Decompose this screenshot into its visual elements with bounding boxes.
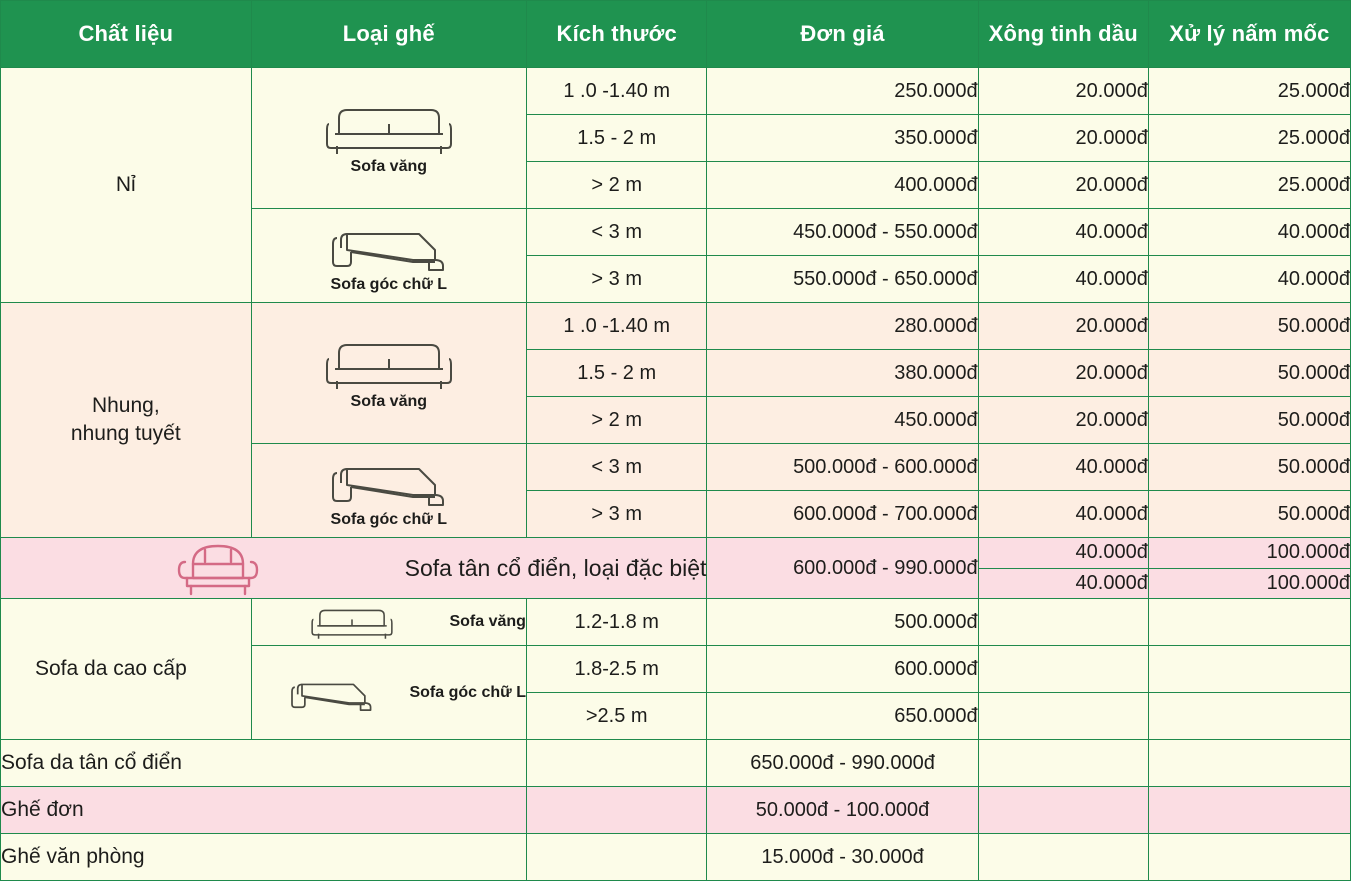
price-value: 600.000đ	[707, 646, 978, 693]
oil-value	[978, 787, 1148, 834]
sofa-corner-icon	[284, 673, 380, 713]
oil-value: 40.000đ	[978, 568, 1148, 599]
price-value: 350.000đ	[707, 115, 978, 162]
price-value: 500.000đ	[707, 599, 978, 646]
table-row	[1, 538, 1351, 569]
size-value: > 2 m	[526, 162, 706, 209]
table-row	[1, 599, 1351, 646]
mold-value: 50.000đ	[1148, 444, 1350, 491]
oil-value: 20.000đ	[978, 68, 1148, 115]
material-line-2: nhung tuyết	[70, 422, 181, 445]
oil-value	[978, 740, 1148, 787]
chair-type-label: Sofa văng	[350, 158, 428, 175]
header-essential-oil: Xông tinh dầu	[978, 1, 1148, 68]
chair-type-sofa-vang-da	[251, 599, 526, 646]
oil-value: 40.000đ	[978, 491, 1148, 538]
mold-value	[1148, 787, 1350, 834]
header-size: Kích thước	[526, 1, 706, 68]
table-row	[1, 740, 1351, 787]
special-label: Sofa tân cổ điển, loại đặc biệt	[404, 554, 707, 581]
footer-label: Sofa da tân cổ điển	[1, 740, 527, 787]
size-value	[526, 787, 706, 834]
size-value: 1 .0 -1.40 m	[526, 68, 706, 115]
price-value: 15.000đ - 30.000đ	[707, 834, 978, 881]
sofa-straight-icon	[304, 604, 400, 640]
size-value: > 2 m	[526, 397, 706, 444]
oil-value: 40.000đ	[978, 256, 1148, 303]
mold-value: 25.000đ	[1148, 162, 1350, 209]
chair-type-label: Sofa góc chữ L	[409, 683, 526, 701]
oil-value: 40.000đ	[978, 538, 1148, 569]
header-mold-treatment: Xử lý nấm mốc	[1148, 1, 1350, 68]
oil-value	[978, 834, 1148, 881]
mold-value: 40.000đ	[1148, 209, 1350, 256]
table-row	[1, 787, 1351, 834]
oil-value: 20.000đ	[978, 303, 1148, 350]
mold-value: 50.000đ	[1148, 303, 1350, 350]
material-sofa-da-cao-cap: Sofa da cao cấp	[1, 599, 252, 740]
oil-value: 20.000đ	[978, 350, 1148, 397]
price-value: 500.000đ - 600.000đ	[707, 444, 978, 491]
size-value	[526, 740, 706, 787]
mold-value	[1148, 599, 1350, 646]
special-price: 600.000đ - 990.000đ	[707, 538, 978, 599]
sofa-straight-icon	[252, 100, 526, 156]
oil-value	[978, 599, 1148, 646]
mold-value: 50.000đ	[1148, 350, 1350, 397]
price-value: 250.000đ	[707, 68, 978, 115]
oil-value: 40.000đ	[978, 209, 1148, 256]
chair-type-sofa-vang-nhung	[251, 303, 526, 444]
price-value: 380.000đ	[707, 350, 978, 397]
oil-value: 20.000đ	[978, 115, 1148, 162]
size-value: < 3 m	[526, 209, 706, 256]
chair-type-label: Sofa văng	[449, 613, 526, 630]
size-value: 1.5 - 2 m	[526, 115, 706, 162]
table-row	[1, 834, 1351, 881]
sofa-corner-icon	[252, 218, 526, 274]
chair-type-sofa-goc-nhung	[251, 444, 526, 538]
chair-type-label: Sofa góc chữ L	[330, 510, 448, 528]
price-value: 650.000đ - 990.000đ	[707, 740, 978, 787]
table-row	[1, 303, 1351, 350]
sofa-corner-icon	[252, 453, 526, 509]
price-value: 280.000đ	[707, 303, 978, 350]
price-value: 550.000đ - 650.000đ	[707, 256, 978, 303]
sofa-straight-icon	[252, 335, 526, 391]
table-header-row	[1, 1, 1351, 68]
mold-value: 50.000đ	[1148, 397, 1350, 444]
oil-value	[978, 646, 1148, 693]
size-value: 1 .0 -1.40 m	[526, 303, 706, 350]
mold-value: 40.000đ	[1148, 256, 1350, 303]
size-value: < 3 m	[526, 444, 706, 491]
special-label-cell	[1, 538, 707, 599]
chair-type-label: Sofa góc chữ L	[330, 275, 448, 293]
price-value: 400.000đ	[707, 162, 978, 209]
footer-label: Ghế đơn	[1, 787, 527, 834]
mold-value: 25.000đ	[1148, 115, 1350, 162]
size-value: 1.8-2.5 m	[526, 646, 706, 693]
table-row	[1, 68, 1351, 115]
oil-value: 20.000đ	[978, 397, 1148, 444]
size-value: 1.2-1.8 m	[526, 599, 706, 646]
mold-value	[1148, 740, 1350, 787]
mold-value	[1148, 693, 1350, 740]
material-ni: Nỉ	[1, 68, 252, 303]
oil-value: 40.000đ	[978, 444, 1148, 491]
price-value: 650.000đ	[707, 693, 978, 740]
oil-value: 20.000đ	[978, 162, 1148, 209]
mold-value: 50.000đ	[1148, 491, 1350, 538]
size-value: >2.5 m	[526, 693, 706, 740]
price-value: 450.000đ - 550.000đ	[707, 209, 978, 256]
chair-type-sofa-goc-da	[251, 646, 526, 740]
chair-type-label: Sofa văng	[350, 393, 428, 410]
footer-label: Ghế văn phòng	[1, 834, 527, 881]
size-value: > 3 m	[526, 491, 706, 538]
material-line-1: Nhung,	[91, 393, 160, 417]
price-value: 50.000đ - 100.000đ	[707, 787, 978, 834]
chair-type-sofa-goc-ni	[251, 209, 526, 303]
mold-value: 100.000đ	[1148, 538, 1350, 569]
material-nhung	[1, 303, 252, 538]
mold-value: 100.000đ	[1148, 568, 1350, 599]
header-unit-price: Đơn giá	[707, 1, 978, 68]
chair-type-sofa-vang-ni	[251, 68, 526, 209]
mold-value	[1148, 834, 1350, 881]
size-value: > 3 m	[526, 256, 706, 303]
size-value	[526, 834, 706, 881]
price-value: 450.000đ	[707, 397, 978, 444]
oil-value	[978, 693, 1148, 740]
armchair-classic-icon	[175, 538, 261, 598]
mold-value	[1148, 646, 1350, 693]
size-value: 1.5 - 2 m	[526, 350, 706, 397]
header-material: Chất liệu	[1, 1, 252, 68]
price-value: 600.000đ - 700.000đ	[707, 491, 978, 538]
header-chair-type: Loại ghế	[251, 1, 526, 68]
mold-value: 25.000đ	[1148, 68, 1350, 115]
